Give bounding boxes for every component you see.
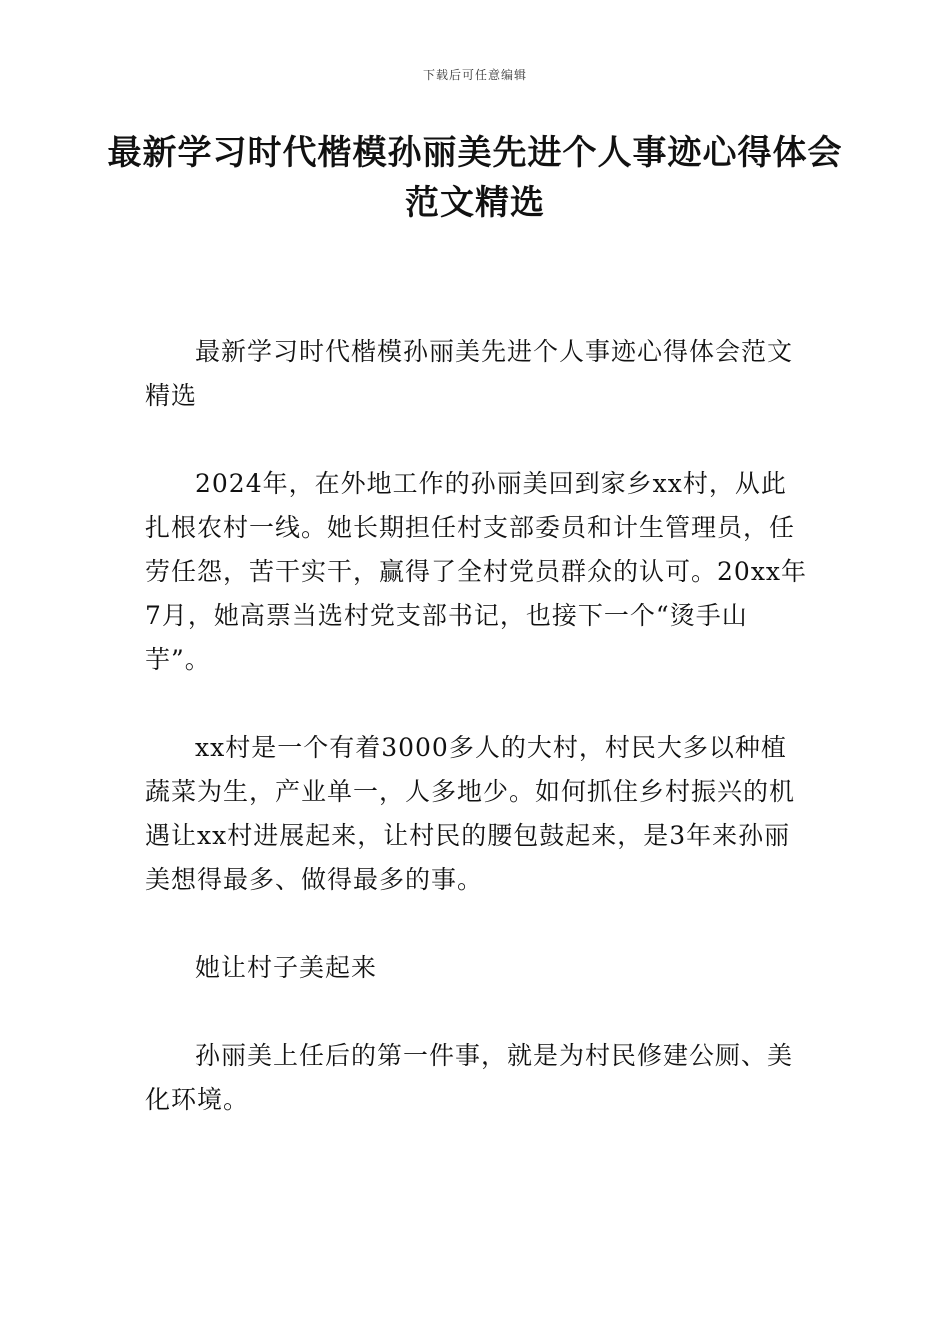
paragraph: 2024年，在外地工作的孙丽美回到家乡xx村，从此扎根农村一线。她长期担任村支部委员和计生管理员，任劳任怨，苦干实干，赢得了全村党员群众的认可。20xx年7月，她高票当选村党支部书记，也接下一个“烫手山芋”。 xyxy=(145,469,808,674)
paragraph: 孙丽美上任后的第一件事，就是为村民修建公厕、美化环境。 xyxy=(145,1041,794,1114)
document-body xyxy=(145,330,810,1166)
paragraph: xx村是一个有着3000多人的大村，村民大多以种植蔬菜为生，产业单一，人多地少。如何抓住乡村振兴的机遇让xx村进展起来，让村民的腰包鼓起来，是3年来孙丽美想得最多、做得最多的事。 xyxy=(145,733,796,894)
section-heading: 她让村子美起来 xyxy=(195,953,378,982)
page-header-note: 下载后可任意编辑 xyxy=(422,68,527,82)
paragraph: 最新学习时代楷模孙丽美先进个人事迹心得体会范文精选 xyxy=(145,337,794,410)
document-title: 最新学习时代楷模孙丽美先进个人事迹心得体会范文精选 xyxy=(107,133,843,223)
